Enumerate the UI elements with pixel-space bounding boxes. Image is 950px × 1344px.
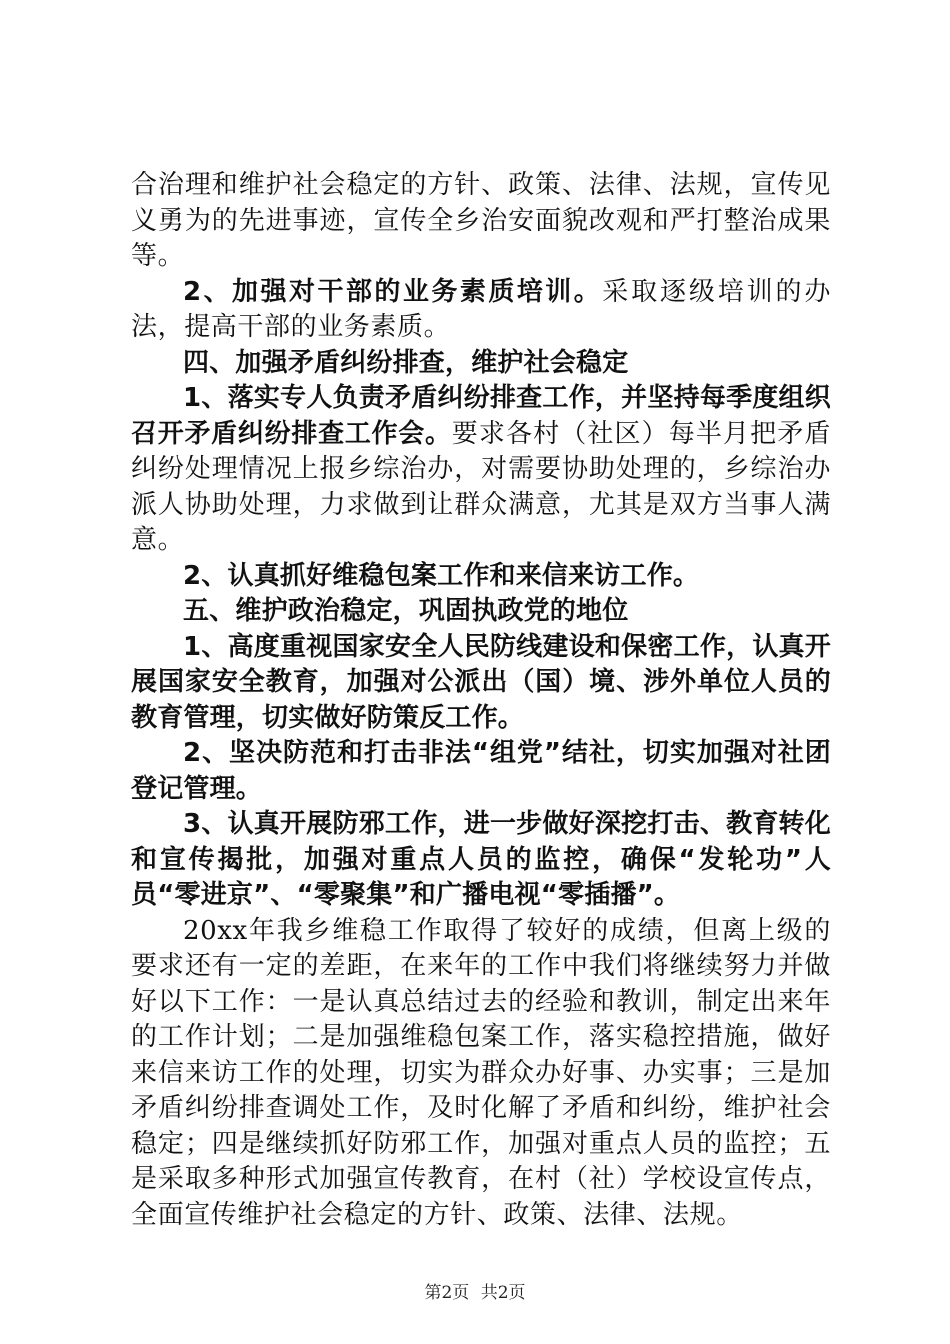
document-body [131,168,831,1233]
paragraph-2: 2、加强对干部的业务素质培训。采取逐级培训的办法，提高干部的业务素质。 [131,276,831,342]
paragraph-9: 3、认真开展防邪工作，进一步做好深挖打击、教育转化和宣传揭批，加强对重点人员的监控，确保“发轮功”人员“零进京”、“零聚集”和广播电视“零插播”。 [131,809,831,910]
paragraph-1: 合治理和维护社会稳定的方针、政策、法律、法规，宣传见义勇为的先进事迹，宣传全乡治安面貌改观和严打整治成果等。 [131,170,831,271]
paragraph-4: 1、落实专人负责矛盾纠纷排查工作，并坚持每季度组织召开矛盾纠纷排查工作会。要求各村（社区）每半月把矛盾纠纷处理情况上报乡综治办，对需要协助处理的，乡综治办派人协助处理，力求做到让群众满意，尤其是双方当事人满意。 [131,383,831,555]
page-total: 共2页 [480,1283,526,1303]
paragraph-5: 2、认真抓好维稳包案工作和来信来访工作。 [183,560,700,591]
paragraph-8: 2、坚决防范和打击非法“组党”结社，切实加强对社团登记管理。 [131,738,831,804]
paragraph-10: 20xx年我乡维稳工作取得了较好的成绩，但离上级的要求还有一定的差距，在来年的工作中我们将继续努力并做好以下工作：一是认真总结过去的经验和教训，制定出来年的工作计划；二是加强维稳包案工作，落实稳控措施，做好来信来访工作的处理，切实为群众办好事、办实事；三是加矛盾纠纷排查调处工作，及时化解了矛盾和纠纷，维护社会稳定；四是继续抓好防邪工作，加强对重点人员的监控；五是采取多种形式加强宣传教育，在村（社）学校设宣传点，全面宣传维护社会稳定的方针、政策、法律、法规。 [131,915,831,1230]
section-heading-4: 四、加强矛盾纠纷排查，维护社会稳定 [183,347,629,378]
page-number: 第2页 [424,1283,470,1303]
paragraph-7: 1、高度重视国家安全人民防线建设和保密工作，认真开展国家安全教育，加强对公派出（国）境、涉外单位人员的教育管理，切实做好防策反工作。 [131,631,831,733]
page-footer [0,1278,950,1303]
section-heading-5: 五、维护政治稳定，巩固执政党的地位 [183,596,629,626]
